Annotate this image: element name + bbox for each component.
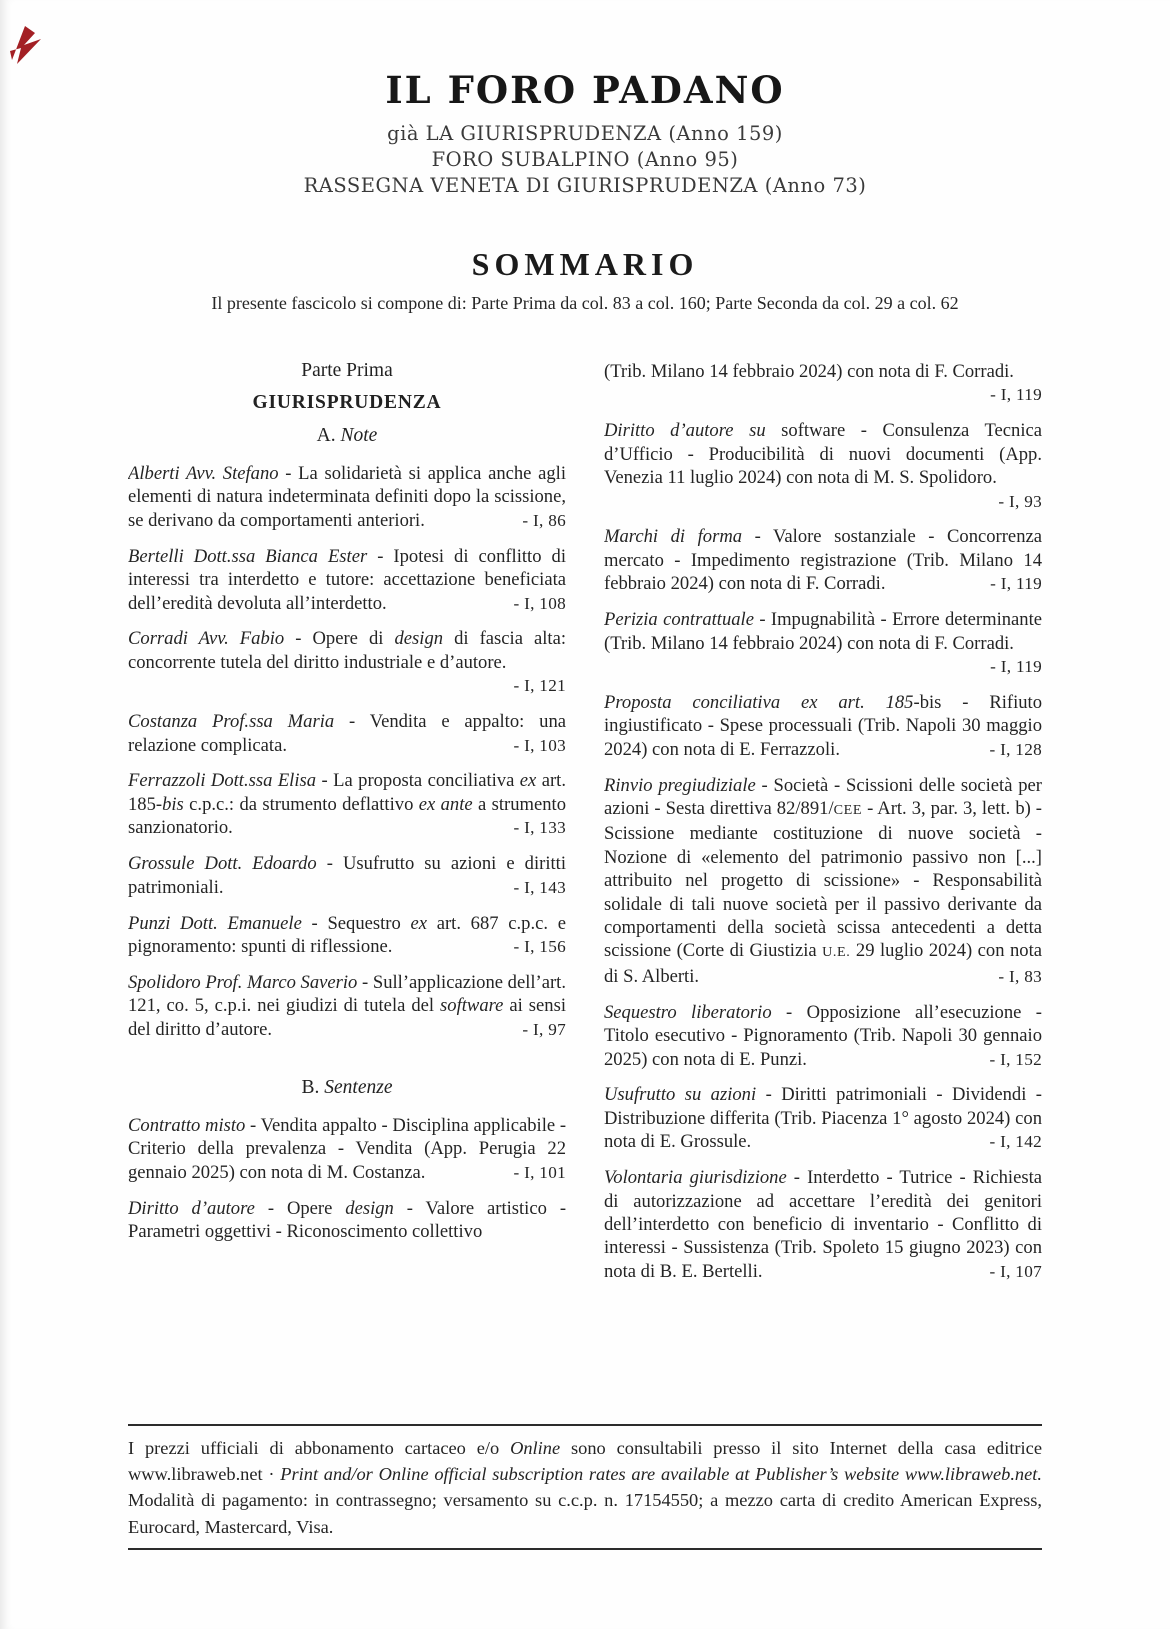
toc-entry	[128, 852, 566, 899]
journal-subtitles	[0, 121, 1170, 199]
entry-text-segment: - Opposizione all’esecuzione - Titolo esecutivo - Pignoramento (Trib. Napoli 30 gennaio 2025) con nota di E. Punzi.	[604, 1001, 1042, 1070]
entry-text-segment: 29 luglio 2024) con nota di S. Alberti.	[604, 940, 1042, 987]
subsection-b-heading	[128, 1077, 566, 1099]
entry-text-segment: Modalità di pagamento: in contrassegno; versamento su c.c.p. n. 17154550; a mezzo carta di credito American Express, Eurocard, Mastercard, Visa.	[128, 1490, 1042, 1537]
toc-entry	[604, 1166, 1042, 1283]
column-page-ref: - I, 128	[989, 739, 1042, 759]
entry-text-segment: Rinvio pregiudiziale	[604, 774, 756, 796]
column-page-ref: - I, 101	[513, 1162, 566, 1182]
column-page-ref: - I, 107	[989, 1261, 1042, 1281]
entry-text-segment: design	[345, 1197, 394, 1219]
column-page-ref: - I, 103	[513, 735, 566, 755]
entry-text-segment: - La proposta conciliativa	[316, 770, 520, 792]
entry-text-segment: Costanza Prof.ssa Maria	[128, 711, 335, 733]
toc-entry	[128, 1197, 566, 1244]
sentenze-entries-continued	[604, 360, 1042, 1283]
column-page-ref: - I, 121	[513, 676, 566, 696]
entry-text-segment: - Impugnabilità - Errore determinante (Trib. Milano 14 febbraio 2024) con nota di F. Corradi.	[604, 609, 1042, 654]
entry-text-segment: Sequestro liberatorio	[604, 1001, 772, 1023]
footer-paragraphs	[128, 1435, 1042, 1540]
subsection-a-heading	[128, 425, 566, 447]
footer-bottom-rule	[128, 1548, 1042, 1550]
entry-text-segment: software - Consulenza Tecnica d’Ufficio - Producibilità di nuovi documenti (App. Venezia 11 luglio 2024) con nota di M. S. Spolidoro.	[604, 420, 1042, 489]
entry-text-segment: software	[440, 995, 504, 1017]
entry-text-segment: - Opere di	[284, 628, 395, 650]
note-entries	[128, 462, 566, 1041]
entry-text-segment: Contratto misto	[128, 1115, 246, 1137]
sommario-note: Il presente fascicolo si compone di: Parte Prima da col. 83 a col. 160; Parte Seconda da col. 29 a col. 62	[211, 293, 959, 313]
entry-text-segment: - Opere	[254, 1197, 346, 1219]
journal-subtitle-line: FORO SUBALPINO (Anno 95)	[431, 148, 739, 171]
entry-text-segment: - Usufrutto su azioni e diritti patrimoniali.	[128, 853, 566, 898]
subsection-b-prefix: B.	[301, 1077, 325, 1099]
entry-text-segment: - Società - Scissioni delle società per azioni - Sesta direttiva 82/891/	[604, 774, 1042, 819]
toc-entry	[604, 774, 1042, 989]
entry-text-segment: ex ante	[418, 793, 473, 815]
entry-text-segment: Grossule Dott. Edoardo	[128, 853, 317, 875]
entry-text-segment: Punzi Dott. Emanuele	[128, 912, 302, 934]
column-page-ref: - I, 119	[990, 574, 1042, 594]
toc-entry	[128, 912, 566, 959]
toc-entry	[128, 971, 566, 1041]
entry-text-segment: ai sensi del diritto d’autore.	[128, 995, 566, 1040]
entry-text-segment: Online	[510, 1438, 561, 1458]
entry-text-segment: ex	[410, 912, 427, 934]
sommario-header	[0, 246, 1170, 314]
entry-text-segment: - Ipotesi di conflitto di interessi tra interdetto e tutore: accettazione beneficiata dell’eredità devoluta all’interdetto.	[128, 545, 566, 614]
entry-text-segment: - Sequestro	[301, 912, 411, 934]
toc-entry	[604, 691, 1042, 761]
toc-left-column	[128, 360, 566, 1296]
section-heading: GIURISPRUDENZA	[252, 392, 442, 413]
column-page-ref: - I, 119	[990, 656, 1042, 676]
column-page-ref: - I, 86	[522, 510, 566, 530]
column-page-ref: - I, 152	[989, 1049, 1042, 1069]
column-page-ref: - I, 133	[513, 818, 566, 838]
entry-text-segment: bis	[162, 793, 184, 815]
part-label: Parte Prima	[301, 360, 393, 381]
subsection-b-name: Sentenze	[324, 1077, 393, 1099]
column-page-ref: - I, 142	[989, 1132, 1042, 1152]
entry-text-segment: sono consultabili presso il sito Internet della casa editrice www.libraweb.net ·	[128, 1438, 1042, 1485]
toc-entry	[128, 769, 566, 839]
entry-text-segment: Print and/or Online official subscription rates are available at Publisher’s website www.libraweb.net.	[280, 1464, 1042, 1485]
column-page-ref: - I, 143	[513, 877, 566, 897]
toc-entry	[604, 525, 1042, 595]
column-page-ref: - I, 119	[990, 385, 1042, 405]
toc-entry	[128, 710, 566, 757]
entry-text-segment: - Vendita e appalto: una relazione complicata.	[128, 711, 566, 756]
entry-text-segment: art. 687 c.p.c. e pignoramento: spunti di riflessione.	[128, 912, 566, 957]
entry-text-segment: CEE	[833, 802, 863, 818]
entry-text-segment: Diritto d’autore	[128, 1197, 255, 1219]
column-page-ref: - I, 97	[522, 1019, 566, 1039]
entry-text-segment: Corradi Avv. Fabio	[128, 628, 285, 650]
entry-text-segment: U.E.	[822, 944, 851, 961]
sommario-title: SOMMARIO	[471, 246, 699, 282]
entry-text-segment: ex	[519, 770, 537, 792]
toc-entry	[604, 608, 1042, 678]
toc-entry	[604, 1083, 1042, 1153]
toc-entry	[128, 1435, 1042, 1540]
entry-text-segment: c.p.c.: da strumento deflattivo	[183, 793, 419, 815]
entry-text-segment: di fascia alta: concorrente tutela del diritto industriale e d’autore.	[128, 628, 566, 673]
column-page-ref: - I, 156	[513, 936, 566, 956]
column-page-ref: - I, 83	[998, 966, 1042, 986]
entry-text-segment: a strumento sanzionatorio.	[128, 793, 566, 839]
entry-text-segment: Perizia contrattuale	[604, 609, 754, 631]
footer-top-rule	[128, 1424, 1042, 1426]
toc-columns	[128, 360, 1042, 1296]
entry-text-segment: - Diritti patrimoniali - Dividendi - Distribuzione differita (Trib. Piacenza 1° agosto 2024) con nota di E. Grossule.	[604, 1084, 1042, 1153]
toc-entry	[128, 627, 566, 697]
subsection-a-name: Note	[340, 425, 378, 446]
entry-text-segment: - Valore artistico - Parametri oggettivi - Riconoscimento collettivo	[128, 1197, 566, 1243]
toc-entry	[128, 462, 566, 532]
red-corner-mark-icon	[8, 24, 44, 66]
sentenze-entries	[128, 1114, 566, 1244]
journal-title: IL FORO PADANO	[385, 68, 785, 112]
entry-text-segment: - Sull’applicazione dell’art. 121, co. 5, c.p.i. nei giudizi di tutela del	[128, 971, 566, 1017]
entry-text-segment: Usufrutto su azioni	[604, 1084, 757, 1106]
entry-text-segment: Proposta conciliativa ex art. 185-	[604, 691, 920, 713]
subscription-footer	[128, 1424, 1042, 1550]
entry-text-segment: - La solidarietà si applica anche agli elementi di natura indeterminata definiti dopo la scissione, se derivano da comportamenti anteriori.	[128, 463, 566, 531]
subsection-a-prefix: A.	[316, 425, 341, 446]
journal-subtitle-line: già LA GIURISPRUDENZA (Anno 159)	[387, 122, 783, 145]
journal-subtitle-line: RASSEGNA VENETA DI GIURISPRUDENZA (Anno 73)	[303, 174, 867, 197]
entry-text-segment: Spolidoro Prof. Marco Saverio	[128, 971, 358, 993]
column-page-ref: - I, 108	[513, 593, 566, 613]
entry-text-segment: Diritto d’autore su	[604, 420, 766, 442]
entry-text-segment: (Trib. Milano 14 febbraio 2024) con nota di F. Corradi.	[604, 361, 1014, 382]
toc-entry	[128, 1114, 566, 1184]
entry-text-segment: - Vendita appalto - Disciplina applicabile - Criterio della prevalenza - Vendita (App. Perugia 22 gennaio 2025) con nota di M. Costanza.	[128, 1115, 566, 1183]
entry-text-segment: - Interdetto - Tutrice - Richiesta di autorizzazione ad accettare l’eredità dei genitori dell’interdetto con beneficio di inventario - Conflitto di interessi - Sussistenza (Trib. Spoleto 15 giugno 2023) con nota di B. E. Bertelli.	[604, 1167, 1042, 1282]
masthead	[0, 68, 1170, 199]
entry-text-segment: - Valore sostanziale - Concorrenza mercato - Impedimento registrazione (Trib. Milano 14 febbraio 2024) con nota di F. Corradi.	[604, 526, 1042, 595]
entry-text-segment: Bertelli Dott.ssa Bianca Ester	[128, 545, 368, 567]
entry-text-segment: Volontaria giurisdizione	[604, 1167, 787, 1189]
toc-entry	[128, 545, 566, 615]
column-page-ref: - I, 93	[998, 491, 1042, 511]
toc-entry	[604, 1001, 1042, 1071]
entry-text-segment: Marchi di forma	[604, 526, 743, 548]
entry-text-segment: I prezzi ufficiali di abbonamento cartaceo e/o	[128, 1438, 511, 1458]
red-corner-mark-shape	[10, 26, 41, 64]
entry-text-segment: design	[394, 628, 444, 650]
toc-entry	[604, 419, 1042, 513]
entry-text-segment: art. 185-	[128, 770, 566, 815]
toc-entry	[604, 360, 1042, 407]
entry-text-segment: bis - Rifiuto ingiustificato - Spese processuali (Trib. Napoli 30 maggio 2024) con nota di E. Ferrazzoli.	[604, 691, 1042, 760]
entry-text-segment: Alberti Avv. Stefano	[128, 463, 279, 484]
entry-text-segment: Ferrazzoli Dott.ssa Elisa	[128, 770, 317, 792]
entry-text-segment: - Art. 3, par. 3, lett. b) - Scissione mediante costituzione di nuove società - Nozione di «elemento del patrimonio passivo non [...] attribuito nel progetto di scissione» - Responsabilità solidale di tali nuove società per il passivo derivante da comportamenti della società scissa antecedenti a detta scissione (Corte di Giustizia	[604, 798, 1042, 962]
toc-right-column	[604, 360, 1042, 1296]
